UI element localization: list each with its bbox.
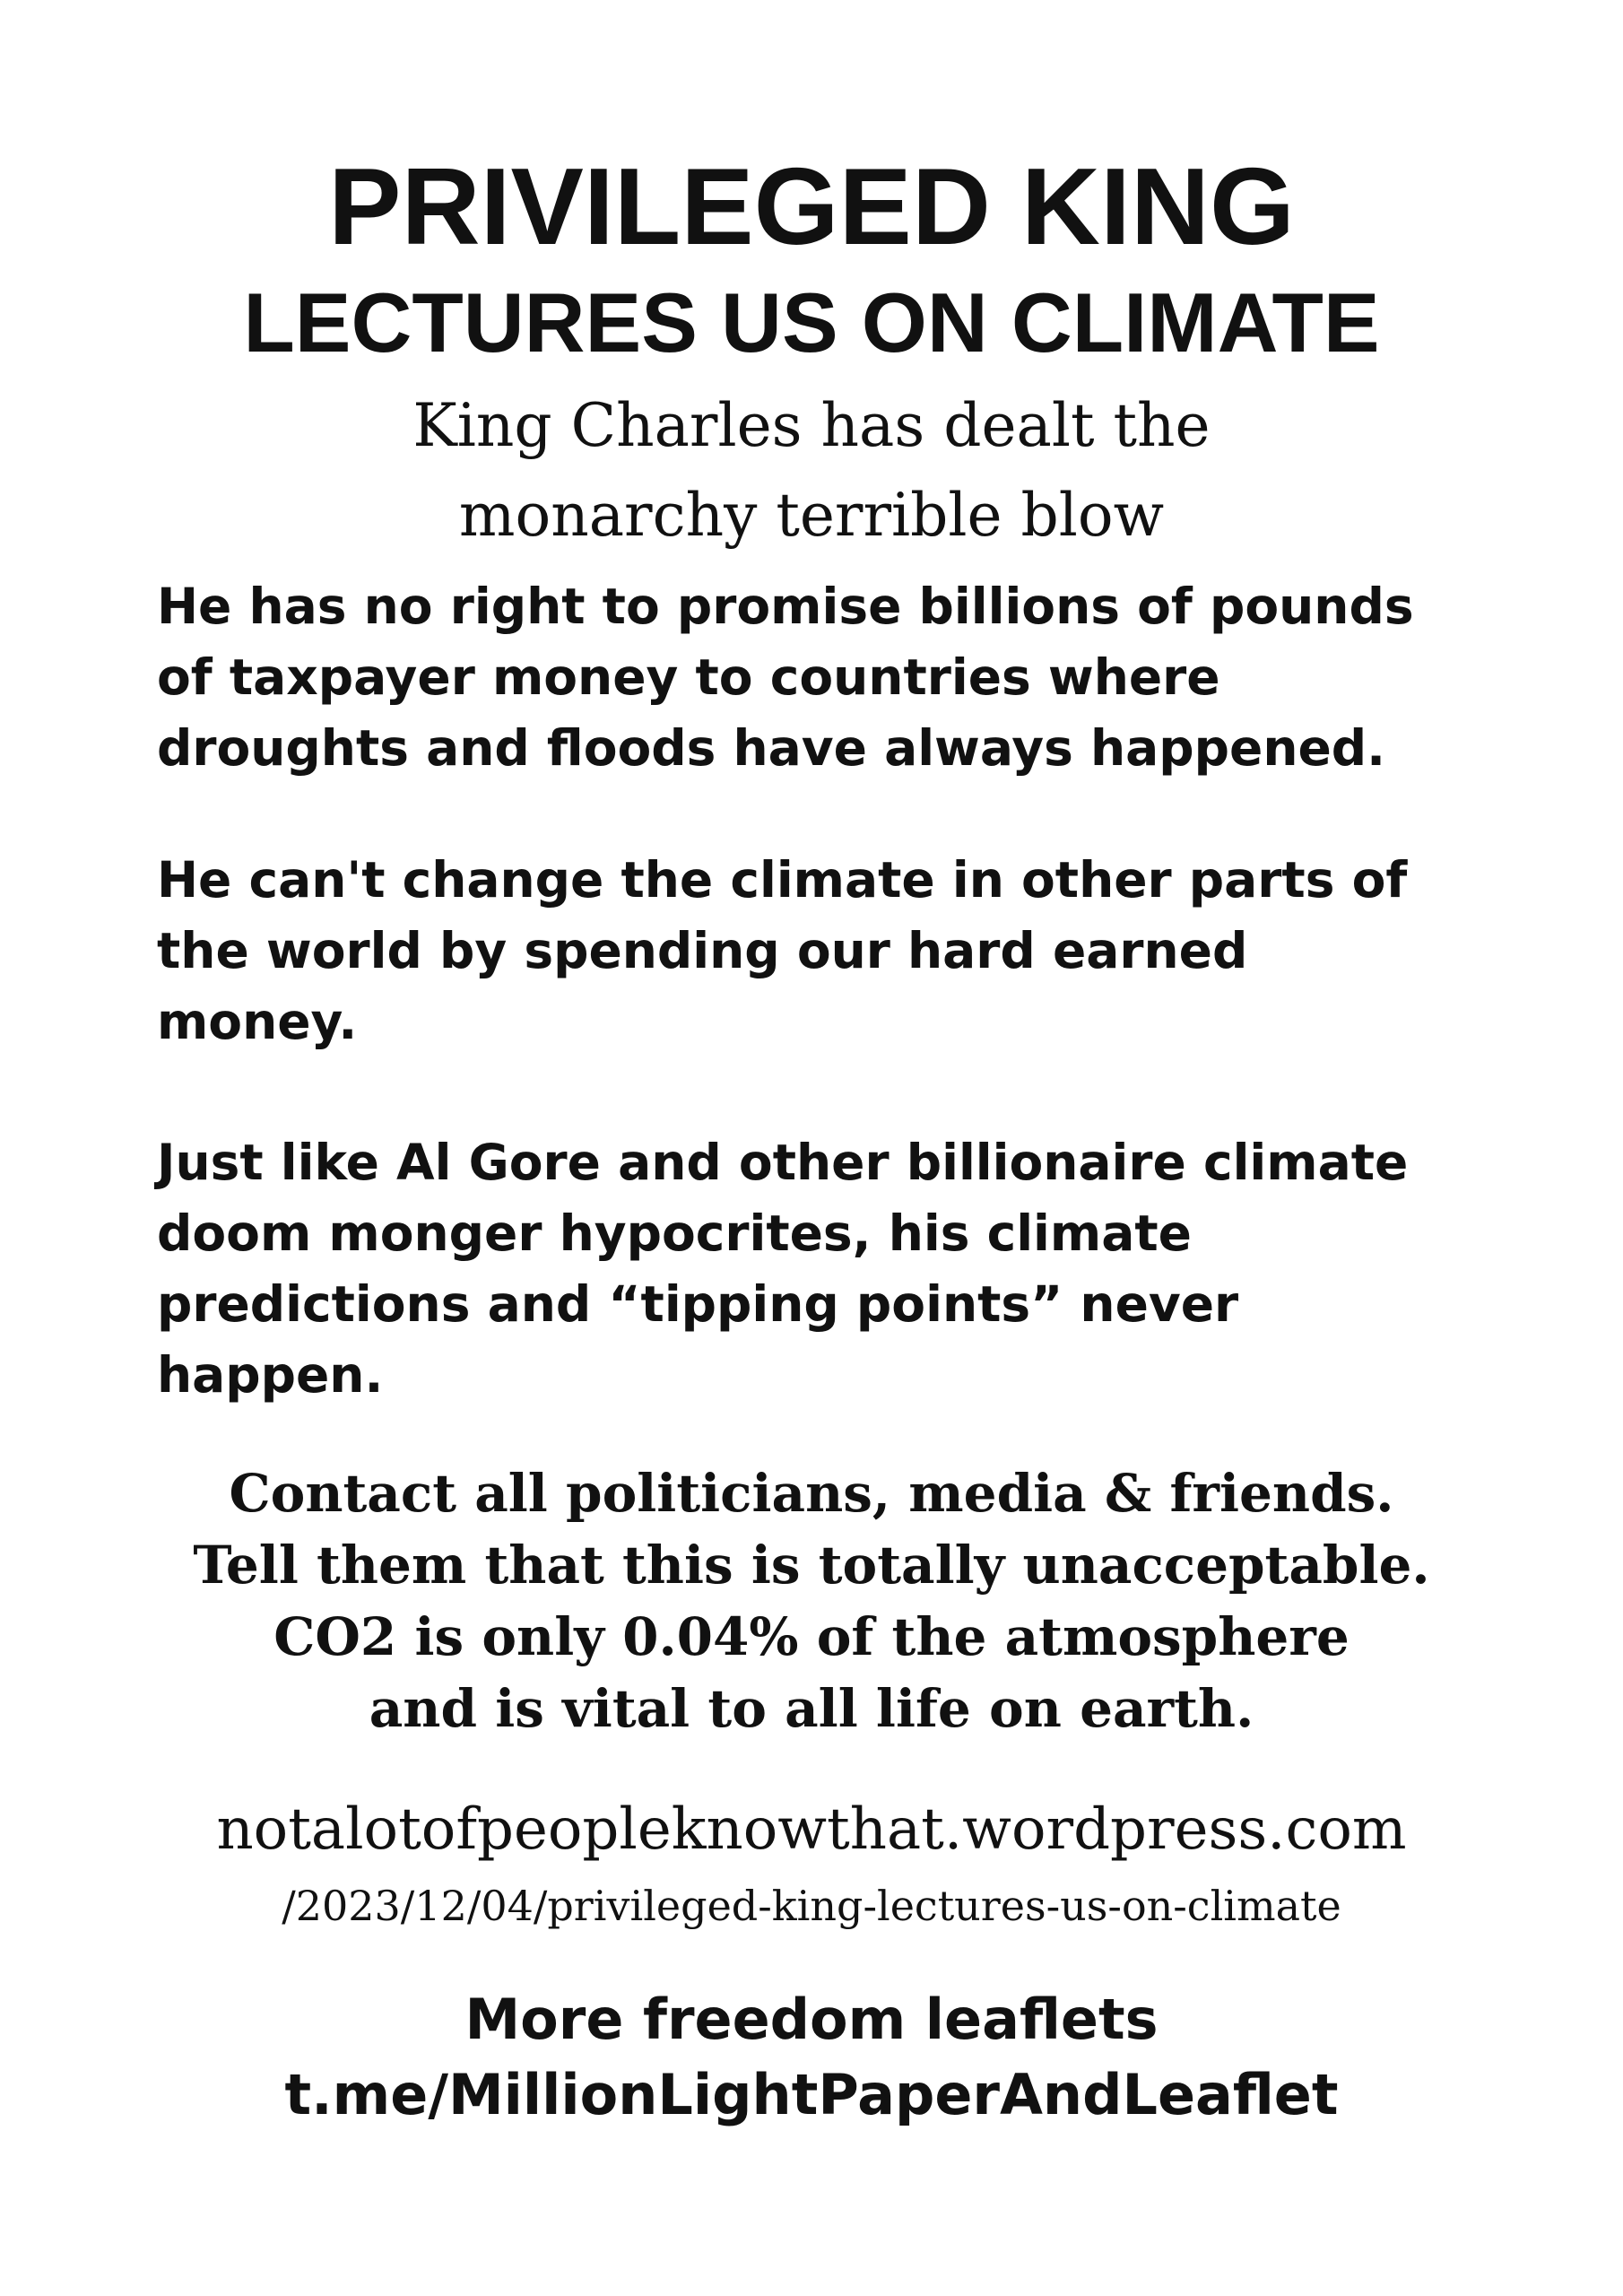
paragraph-line: doom monger hypocrites, his climate	[157, 1205, 1192, 1262]
paragraph-taxpayer-money	[157, 571, 1484, 784]
paragraph-change-climate	[157, 845, 1484, 1057]
call-to-action	[0, 1457, 1623, 1744]
paragraph-line: droughts and floods have always happened.	[157, 719, 1386, 777]
paragraph-line: happen.	[157, 1346, 384, 1404]
headline-line-1: PRIVILEGED KING	[328, 145, 1295, 267]
paragraph-line: He can't change the climate in other parts of	[157, 851, 1408, 909]
paragraph-hypocrites	[157, 1127, 1484, 1411]
subheadline	[0, 381, 1623, 561]
paragraph-line: money.	[157, 993, 358, 1050]
paragraph-line: He has no right to promise billions of pounds	[157, 578, 1414, 635]
call-to-action-line: Contact all politicians, media & friends.	[229, 1463, 1394, 1524]
source-url-path: /2023/12/04/privileged-king-lectures-us-on-climate	[282, 1882, 1341, 1930]
footer	[0, 1982, 1623, 2133]
subheadline-line-1: King Charles has dealt the	[412, 391, 1211, 460]
footer-telegram-link: t.me/MillionLightPaperAndLeaflet	[284, 2062, 1339, 2127]
call-to-action-line: CO2 is only 0.04% of the atmosphere	[273, 1606, 1350, 1667]
call-to-action-line: Tell them that this is totally unacceptable.	[193, 1535, 1430, 1596]
footer-line-1: More freedom leaflets	[464, 1987, 1159, 2052]
paragraph-line: the world by spending our hard earned	[157, 922, 1248, 979]
paragraph-line: Just like Al Gore and other billionaire climate	[157, 1134, 1409, 1191]
headline-line-2: LECTURES US ON CLIMATE	[243, 275, 1380, 370]
subheadline-line-2: monarchy terrible blow	[458, 481, 1165, 550]
paragraph-line: predictions and “tipping points” never	[157, 1275, 1239, 1333]
source-url-domain: notalotofpeopleknowthat.wordpress.com	[216, 1796, 1407, 1863]
call-to-action-line: and is vital to all life on earth.	[369, 1678, 1254, 1739]
paragraph-line: of taxpayer money to countries where	[157, 648, 1220, 706]
